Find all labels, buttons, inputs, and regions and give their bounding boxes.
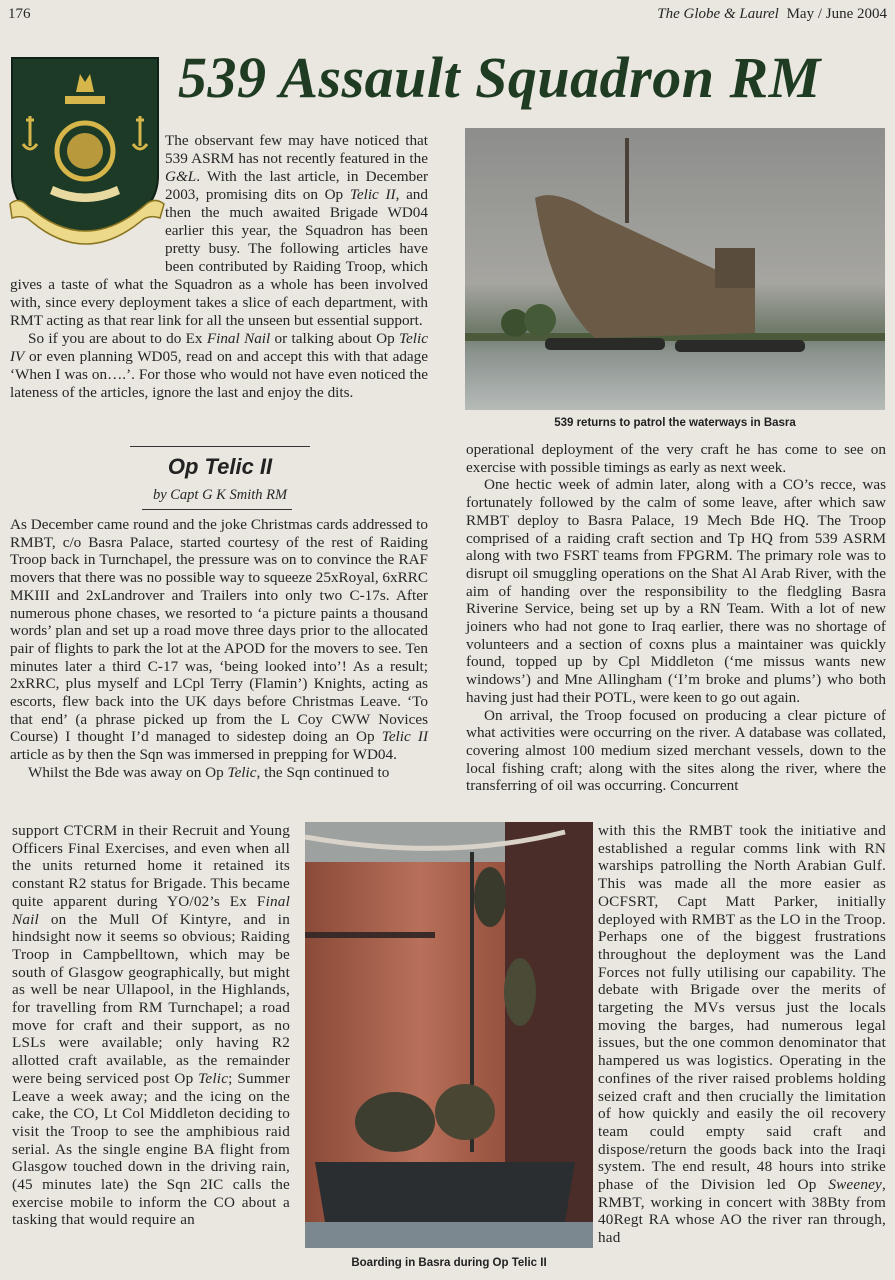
ship-photo [465, 128, 885, 410]
italic-text: Telic II [381, 728, 428, 746]
section-heading: Op Telic II [167, 454, 273, 479]
body-paragraph [10, 764, 428, 782]
text-run: On arrival, the Troop focused on producing a clear picture of what activities were occurring on the river. A database was collated, covering almost 100 medium sized merchant vessels, down to the local fishing craft; along with the sites along the river, where the transferring of oil was occurring. Concurrent [466, 706, 886, 795]
ship-photo-caption: 539 returns to patrol the waterways in Basra [554, 417, 796, 429]
text-run: Whilst the Bde was away on Op [28, 763, 228, 781]
body-left-bottom [12, 822, 290, 1229]
body-right-bottom [598, 822, 886, 1247]
byline: by Capt G K Smith RM [152, 487, 288, 503]
intro-column [10, 132, 428, 402]
boarding-photo-caption: Boarding in Basra during Op Telic II [351, 1257, 547, 1269]
running-header [657, 6, 887, 23]
italic-text: Telic [227, 763, 257, 781]
text-run: operational deployment of the very craft he has come to see on exercise with possible timings as early as next week. [466, 441, 886, 476]
intro-paragraph [10, 330, 428, 402]
text-run: or even planning WD05, read on and accept this with that adage ‘When I was on….’. For those who would not have even noticed the lateness of the articles, ignore the last and enjoy the dits. [10, 348, 428, 401]
text-run: One hectic week of admin later, along with a CO’s recce, was fortunately followed by the calm of some leave, after which saw RMBT deploy to Basra Palace, 19 Mech Bde HQ. The Troop comprised of a raiding craft section and Tp HQ from 539 ASRM along with two FSRT teams from FPGRM. The primary role was to disrupt oil smuggling operations on the Shat Al Arab River, with the aim of handing over the responsibility to the fledgling Basra Riverine Service, being set up by a RN Team. With a lot of new joiners who had not gone to Iraq earlier, there was no shortage of volunteers and a section of coxns plus a maintainer was quickly found, topped up by Cpl Middleton (‘me missus wants new windows’) and Mne Allingham (‘I’m broke and plums’) who both having just had their POTL, were keen to go out again. [466, 476, 886, 706]
text-run: As December came round and the joke Christmas cards addressed to RMBT, c/o Basra Palace, started courtesy of the rest of Raiding Troop back in Turnchapel, the pressure was on to convince the RAF movers that there was no possible way to squeeze 25xRoyal, 6xRRC MKIII and 2xLandrover and Trailers into only two C-17s. After numerous phone chases, we resorted to ‘a picture paints a thousand words’ plan and set up a road move three days prior to the allocated pair of flights to park the lot at the APOD for the movers to see. Ten minutes later a third C-17 was, ‘being looked into’! As a result; 2xRRC, plus myself and LCpl Terry (Flamin’) Knights, acting as escorts, flew back into the UK days before Christmas Leave. ‘To that end’ (a phrase picked up from the L Coy CWW Novices Course) I thought I’d managed to sidestep doing an Op [10, 516, 429, 746]
heading-rule-bottom [142, 509, 292, 510]
text-run: support CTCRM in their Recruit and Young Officers Final Exercises, and even when all the units returned home it retained its constant R2 status for Brigade. This became quite apparent during YO/02’s Ex F [12, 822, 290, 910]
italic-text: Sweeney [828, 1176, 882, 1194]
issue-date: May / June 2004 [786, 6, 887, 22]
body-paragraph [10, 516, 428, 764]
text-run: article as by then the Sqn was immersed in prepping for WD04. [10, 746, 397, 764]
page-number: 176 [8, 6, 31, 22]
italic-text: inal Nail [12, 892, 290, 928]
italic-text: Telic [198, 1069, 229, 1087]
text-run: , RMBT, working in concert with 38Bty from 40Regt RA whose AO the river ran through, had [598, 1176, 886, 1247]
text-run: The observant few may have noticed that 539 ASRM has not recently featured in the [165, 132, 428, 167]
body-paragraph [466, 707, 886, 796]
body-left-top [10, 516, 428, 782]
italic-text: Telic II [349, 186, 396, 203]
text-run: on the Mull Of Kintyre, and in hindsight now it seems so obvious; Raiding Troop in Campbelltown, which may be south of Glasgow geographically, but might as well be near Ullapool, in the Highlands, for travelling from RM Turnchapel; a road move for craft and their support, as no LSLs were available; only having R2 allotted craft available, as the remainder were being serviced post Op [12, 910, 290, 1087]
text-run: , the Sqn continued to [256, 763, 390, 781]
italic-text: G&L [165, 168, 197, 185]
body-right-top [466, 441, 886, 795]
boarding-photo [305, 822, 593, 1248]
crest-wrap-space [10, 132, 165, 262]
body-paragraph [466, 441, 886, 476]
heading-rule-top [130, 446, 310, 447]
text-run: . With the last article, in December 2003, promising dits on Op [165, 168, 428, 203]
body-paragraph [466, 476, 886, 706]
text-run: , and then the much awaited Brigade WD04 earlier this year, the Squadron has been pretty busy. The following articles have been contributed by Raiding Troop, which gives a taste of what the Squadron as a whole has been involved with, since every deployment takes a slice of each department, with RMT acting as that rear link for all the unseen but essential support. [10, 186, 428, 329]
text-run: with this the RMBT took the initiative and established a regular comms link with RN warships patrolling the North Arabian Gulf. This was made all the more easier as OCFSRT, Capt Matt Parker, initially deployed with RMBT as the LO in the Troop. Perhaps one of the biggest frustrations throughout the deployment was the Land Forces not fully utilising our capability. The debate with Brigade over the merits of targeting the MVs versus just the locals moving the barges, had numerous legal issues, but the one common denominator that hampered us was logistics. Operating in the confines of the river raised problems holding seized craft and then crucially the limitation of how quickly and easily the oil recovery team could empty said craft and dispose/return the goods back into the Iraqi system. The end result, 48 hours into strike phase of the Division led Op [598, 822, 886, 1194]
article-title: 539 Assault Squadron RM [178, 45, 821, 110]
publication-name: The Globe & Laurel [657, 6, 779, 22]
italic-text: Final Nail [206, 330, 271, 347]
body-paragraph [598, 822, 886, 1247]
text-run: So if you are about to do Ex [28, 330, 207, 347]
text-run: or talking about Op [270, 330, 399, 347]
italic-text: Telic IV [10, 330, 428, 365]
text-run: ; Summer Leave a week away; and the icing on the cake, the CO, Lt Col Middleton deciding to visit the Troop to see the amphibious raid serial. As the single engine BA flight from Glasgow touched down in the driving rain, (45 minutes late) the Sqn 2IC calls the exercise mobile to inform the CO about a tasking that would require an [12, 1069, 290, 1229]
body-paragraph [12, 822, 290, 1229]
